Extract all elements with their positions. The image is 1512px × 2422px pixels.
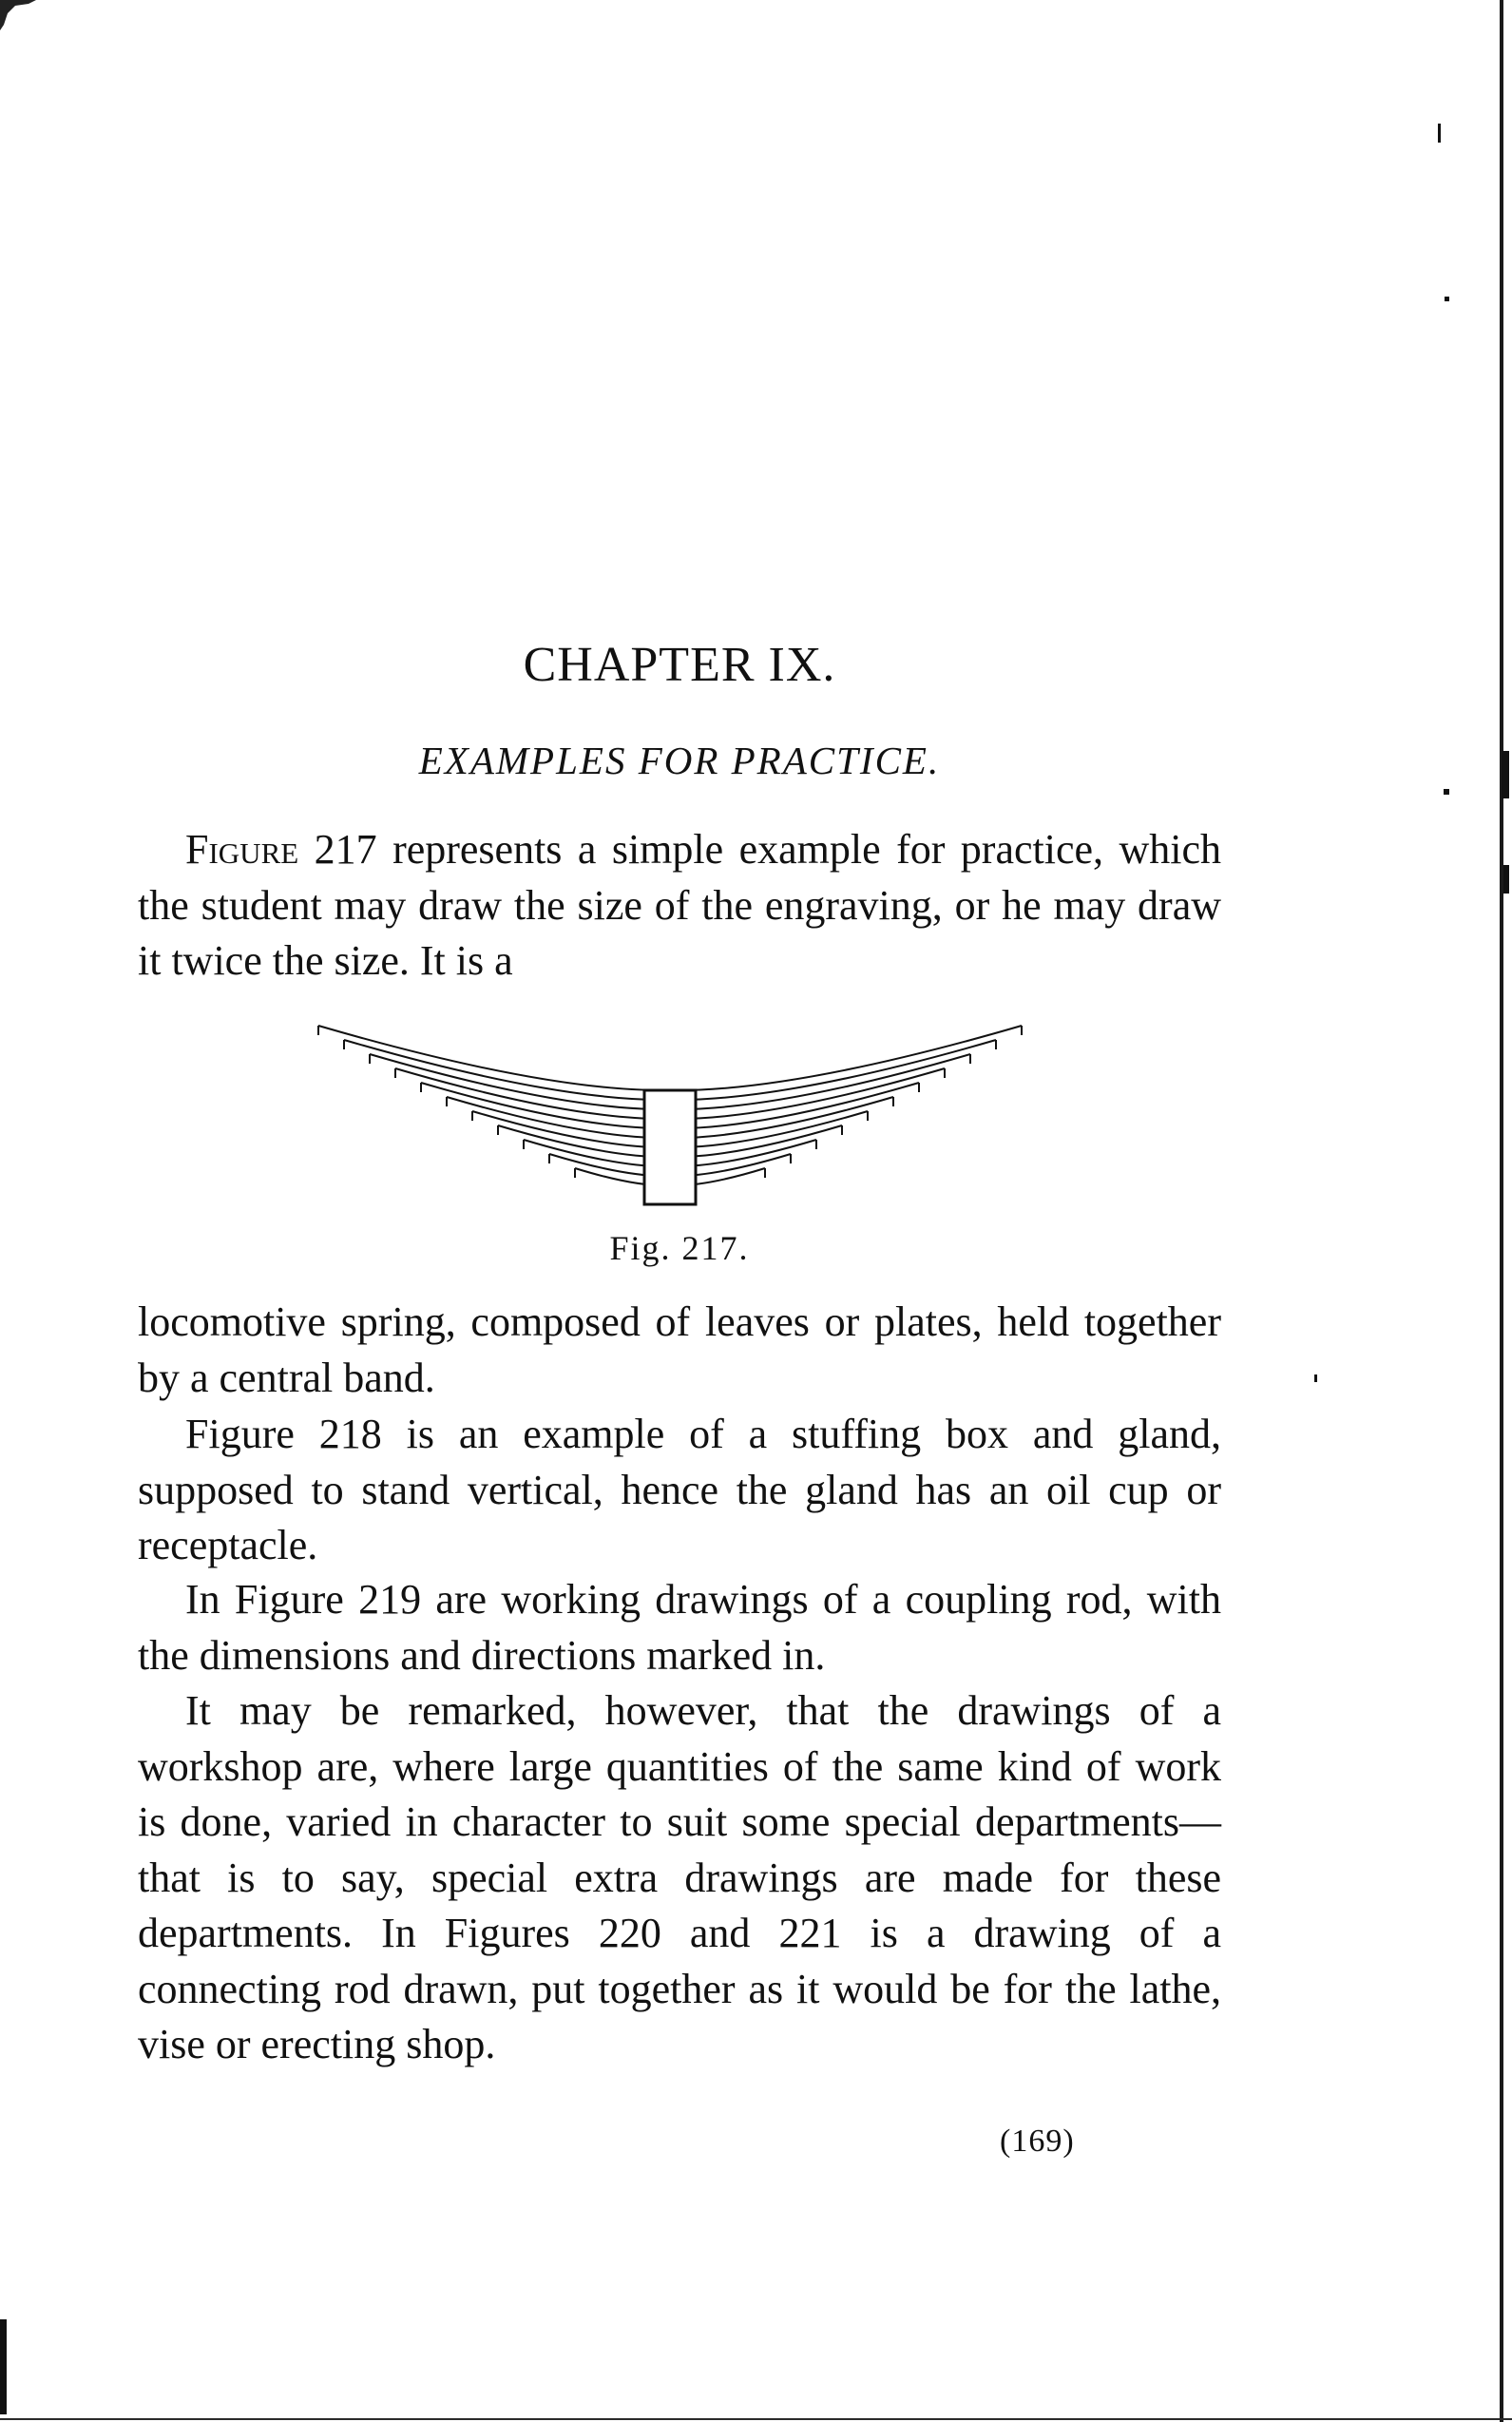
paragraph-5-text: It may be remarked, however, that the drawings of a workshop are, where large quantities of the same kind of work is done, varied in character to suit some special departments—that is to say, special extra drawings are made for these departments. In Figures 220 and 221 is a drawing of a connecting rod drawn, put together as it would be for the lathe, vise or erecting shop. (138, 1687, 1221, 2067)
paragraph-2: locomotive spring, composed of leaves or plates, held together by a central band. (138, 1298, 1221, 1401)
paragraph-4-text: In Figure 219 are working drawings of a coupling rod, with the dimensions and directions marked in. (138, 1576, 1221, 1679)
paragraph-1 (138, 822, 1221, 990)
spring-leaf-end (318, 1026, 1022, 1035)
paragraph-3-text: Figure 218 is an example of a stuffing box and gland, supposed to stand vertical, hence the gland has an oil cup or receptacle. (138, 1411, 1221, 1568)
central-band (644, 1090, 696, 1204)
margin-mark (1502, 751, 1509, 798)
spring-leaf-end (344, 1040, 996, 1049)
scan-edge-bottom (0, 2418, 1512, 2420)
scan-corner-mark (0, 0, 38, 30)
margin-mark (0, 2319, 7, 2414)
figure-217-leaf-spring (309, 1022, 1036, 1217)
paragraph-4 (138, 1572, 1221, 1683)
page-number: (169) (1000, 2124, 1075, 2159)
spring-leaf (318, 1026, 1022, 1090)
margin-mark (1444, 789, 1449, 795)
margin-mark (1445, 297, 1449, 301)
scan-edge-right (1500, 0, 1503, 2422)
margin-mark (1438, 124, 1441, 143)
paragraph-1-lead: Figure (185, 826, 299, 873)
section-title: EXAMPLES FOR PRACTICE. (418, 739, 941, 782)
margin-mark (1314, 1374, 1317, 1382)
paragraph-3 (138, 1407, 1221, 1574)
paragraph-5 (138, 1683, 1221, 2073)
figure-caption: Fig. 217. (609, 1229, 750, 1267)
paragraph-1-text: 217 represents a simple example for practice, which the student may draw the size of the engraving, or he may draw it twice the size. It is a (138, 826, 1221, 984)
chapter-title: CHAPTER IX. (523, 638, 836, 692)
margin-mark (1503, 865, 1509, 894)
spring-leaf-end (395, 1068, 945, 1078)
